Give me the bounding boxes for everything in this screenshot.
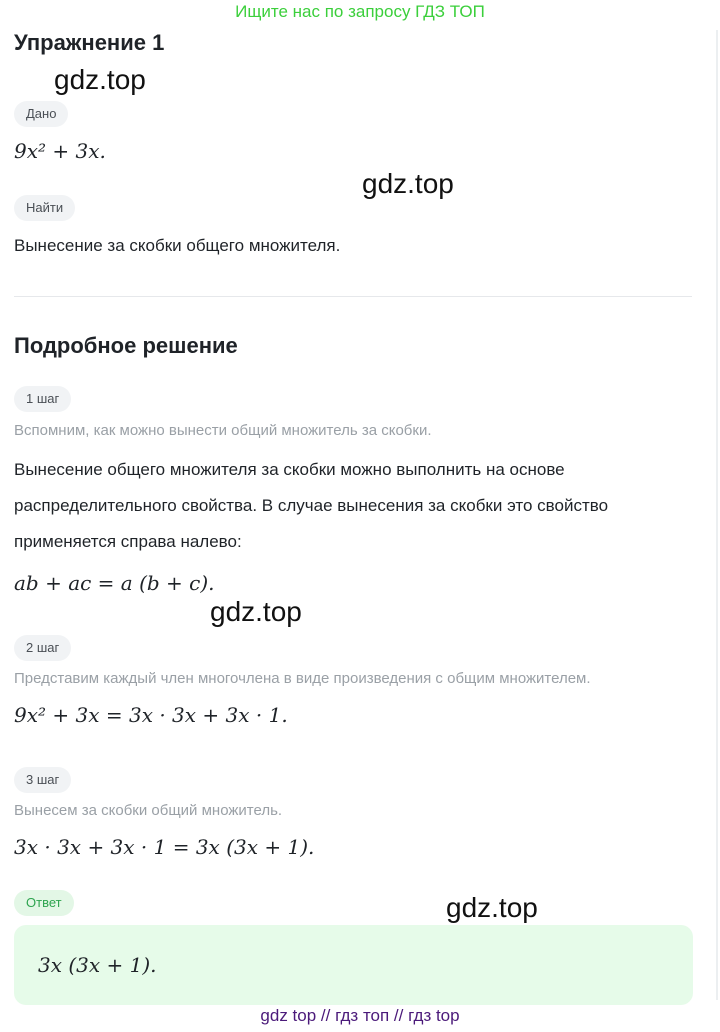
watermark: gdz.top bbox=[54, 64, 146, 95]
step-2-hint: Представим каждый член многочлена в виде произведения с общим множителем. bbox=[14, 670, 591, 687]
watermark: gdz.top bbox=[362, 168, 454, 199]
scrollbar-track bbox=[716, 30, 718, 1000]
watermark: gdz.top bbox=[446, 892, 538, 923]
search-banner: Ищите нас по запросу ГДЗ ТОП bbox=[235, 2, 485, 21]
step-1-paragraph: Вынесение общего множителя за скобки можно выполнить на основе распределительного свойства. В случае вынесения за скобки это свойство применяется справа налево: bbox=[14, 460, 609, 551]
exercise-title: Упражнение 1 bbox=[14, 30, 165, 55]
answer-box bbox=[14, 925, 693, 1005]
step-1-chip: 1 шаг bbox=[14, 386, 71, 412]
find-text: Вынесение за скобки общего множителя. bbox=[14, 236, 341, 255]
step-2-chip: 2 шаг bbox=[14, 635, 71, 661]
step-3-formula: 3x · 3x + 3x · 1 = 3x (3x + 1). bbox=[14, 835, 315, 859]
footer-links: gdz top // гдз топ // гдз top bbox=[260, 1006, 460, 1025]
step-1-formula: ab + ac = a (b + c). bbox=[14, 571, 215, 595]
step-3-hint: Вынесем за скобки общий множитель. bbox=[14, 802, 283, 819]
step-2-formula: 9x² + 3x = 3x · 3x + 3x · 1. bbox=[14, 703, 288, 727]
answer-chip: Ответ bbox=[14, 890, 74, 916]
section-divider bbox=[14, 296, 692, 297]
given-expression: 9x² + 3x. bbox=[14, 139, 106, 163]
watermark: gdz.top bbox=[210, 596, 302, 627]
solution-title: Подробное решение bbox=[14, 333, 238, 358]
step-1-hint: Вспомним, как можно вынести общий множитель за скобки. bbox=[14, 422, 432, 439]
answer-formula: 3x (3x + 1). bbox=[38, 953, 157, 977]
step-3-chip: 3 шаг bbox=[14, 767, 71, 793]
find-chip: Найти bbox=[14, 195, 75, 221]
given-chip: Дано bbox=[14, 101, 68, 127]
